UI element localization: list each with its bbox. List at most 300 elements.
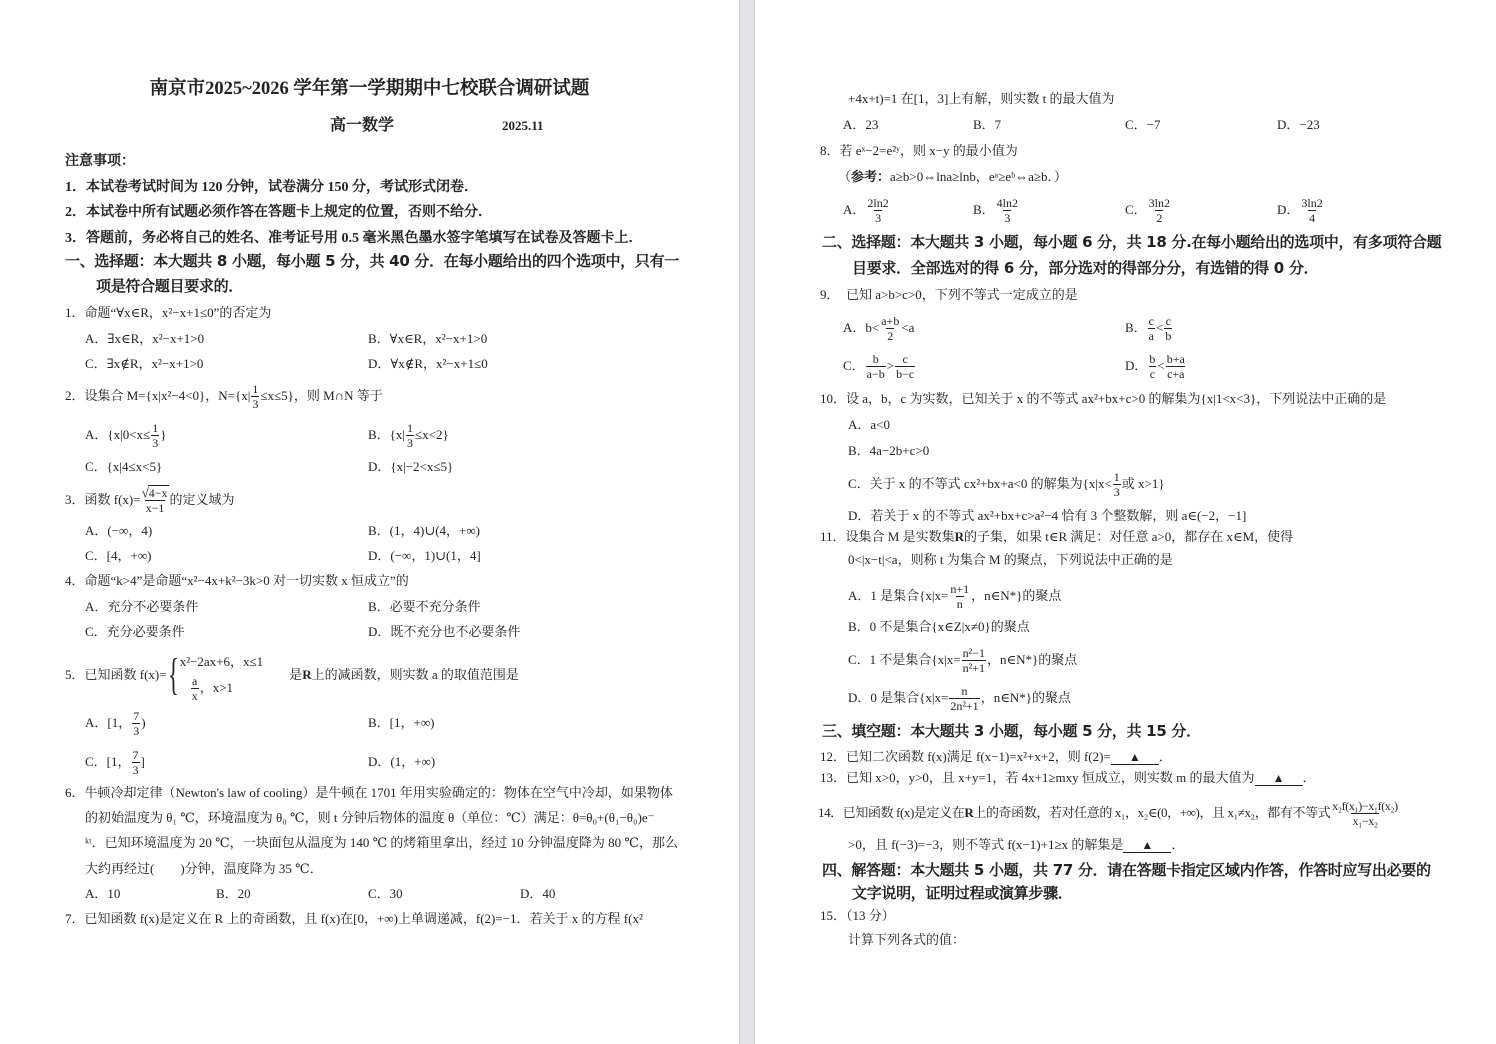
fraction-numerator: n²−1 [962, 645, 985, 660]
question-line [820, 906, 895, 926]
text-run: >0，且 f(−3)=−3，则不等式 f(x−1)+1≥x 的解集是 [848, 837, 1124, 852]
fraction-denominator: x₁−x₂ [1352, 813, 1378, 828]
answer-option [85, 521, 152, 541]
fraction-denominator: a [1148, 328, 1154, 343]
bold-text: 参考： [851, 169, 891, 184]
question-line [65, 909, 643, 929]
text-run: B．必要不充分条件 [368, 599, 481, 614]
answer-option [520, 884, 555, 904]
section-heading [822, 860, 1431, 880]
fraction-numerator: n [961, 683, 968, 698]
text-run: 3．答题前，务必将自己的姓名、准考证号用 0.5 毫米黑色墨水签字笔填写在试卷及答题卡上． [65, 231, 643, 246]
fraction [1331, 799, 1398, 828]
numerator-wrap [1331, 799, 1398, 813]
fraction-denominator: a−b [866, 366, 885, 381]
bold-text: R [964, 805, 974, 820]
question-line [820, 768, 1316, 788]
section-heading [822, 232, 1441, 252]
fraction-numerator: c [902, 351, 908, 366]
fraction [251, 382, 259, 411]
fraction [132, 709, 140, 738]
question-line-cont [848, 930, 965, 950]
fraction-denominator: 2n²+1 [950, 698, 979, 713]
fraction [132, 748, 140, 777]
answer-option [85, 747, 145, 777]
text-run: 6．牛顿冷却定律（Newton's law of cooling）是牛顿在 1701 年用实验确定的：物体在空气中冷却，如果物体 [65, 785, 673, 800]
text-run: B．∀x∈R，x²−x+1>0 [368, 331, 488, 346]
answer-option [973, 115, 1001, 135]
text-run: 大约再经过( )分钟，温度降为 35 ℃． [85, 861, 323, 876]
text-run: 的子集，如果 t∈R 满足：对任意 a>0，都存在 x∈M，使得 [963, 529, 1294, 544]
text-run: A．{x|0<x≤ [85, 427, 151, 442]
numerator-wrap [1148, 352, 1156, 366]
text-run: 上的减函数，则实数 a 的取值范围是 [311, 667, 519, 682]
text-run: B．4a−2b+c>0 [848, 443, 930, 458]
fraction-denominator: x [191, 688, 198, 703]
fraction-numerator: 3ln2 [1148, 195, 1171, 210]
exam-page-2 [755, 0, 1496, 1044]
answer-blank: ▲ [1111, 750, 1159, 765]
text-run: A． [843, 202, 866, 217]
answer-option [1125, 351, 1187, 381]
text-run: D．(−∞，1)∪(1，4] [368, 548, 481, 563]
fraction [949, 582, 970, 611]
fraction [996, 196, 1019, 225]
option-row [0, 884, 739, 904]
text-run: 目要求．全部选对的得 6 分，部分选对的得部分分，有选错的得 0 分． [852, 259, 1319, 277]
text-run: a≥b>0⇔lna≥lnb，eᵃ≥eᵇ⇔a≥b．） [890, 169, 1068, 184]
numerator-wrap [961, 684, 969, 698]
fraction [1113, 470, 1121, 499]
question-line-cont [848, 415, 890, 435]
text-run: < [1156, 320, 1164, 335]
text-run: D． [1277, 202, 1300, 217]
numerator-wrap [872, 352, 880, 366]
answer-option [368, 884, 403, 904]
fraction [1148, 196, 1171, 225]
fraction-numerator: x₂f(x₁)−x₁f(x₂) [1332, 798, 1398, 813]
text-run: B．20 [216, 886, 251, 901]
answer-option [85, 420, 167, 450]
text-run: B．[1，+∞) [368, 715, 435, 730]
answer-option [85, 597, 198, 617]
fraction-denominator: c [1149, 366, 1156, 381]
fraction-denominator: x−1 [145, 501, 165, 515]
text-run: A．1 是集合{x|x= [848, 588, 949, 603]
answer-option [85, 622, 185, 642]
text-run: <a [901, 320, 915, 335]
left-brace-icon: { [167, 650, 179, 699]
bold-text: R [302, 667, 312, 682]
text-run: 或 x>1} [1121, 476, 1165, 491]
option-row [755, 351, 1496, 381]
fraction-numerator: 3ln2 [1301, 195, 1323, 210]
fraction [1164, 314, 1172, 343]
option-row [755, 115, 1496, 135]
fraction-numerator: 7 [132, 747, 139, 762]
bold-text: R [954, 529, 964, 544]
text-run: 15．（13 分） [820, 908, 895, 923]
answer-option [1125, 313, 1173, 343]
fraction [1166, 352, 1186, 381]
fraction-numerator: a [192, 673, 198, 688]
text-run: D．40 [520, 886, 556, 901]
option-row [0, 747, 739, 777]
text-run: ． [1171, 837, 1185, 852]
answer-option [368, 622, 520, 642]
answer-option [85, 457, 162, 477]
fraction-denominator: c+a [1167, 366, 1185, 381]
section-heading-cont [96, 276, 243, 296]
text-run: ，n∈N*}的聚点 [971, 588, 1062, 603]
text-run: A．充分不必要条件 [85, 599, 199, 614]
answer-option [85, 354, 203, 374]
text-run: 2．本试卷中所有试题必须作答在答题卡上规定的位置，否则不给分． [65, 205, 492, 220]
answer-blank: ▲ [1123, 838, 1171, 853]
text-run: 13．已知 x>0，y>0，且 x+y=1，若 4x+1≥mxy 恒成立，则实数 m 的最大值为 [820, 770, 1255, 785]
option-row [0, 420, 739, 450]
text-run: B． [973, 202, 995, 217]
answer-option [973, 195, 1020, 225]
fraction [866, 352, 886, 381]
exam-date: 2025.11 [502, 118, 544, 133]
fraction [142, 485, 169, 515]
text-run: 12．已知二次函数 f(x)满足 f(x−1)=x²+x+2，则 f(2)= [820, 749, 1111, 764]
fraction-numerator: 2ln2 [867, 195, 889, 210]
fraction-numerator: a+b [881, 313, 900, 328]
option-row [0, 622, 739, 642]
question-line-cont [85, 859, 323, 879]
numerator-wrap [251, 382, 259, 396]
fraction [1148, 314, 1155, 343]
question-line [818, 798, 1400, 828]
text-run: 4．命题“k>4”是命题“x²−4x+k²−3k>0 对一切实数 x 恒成立”的 [65, 573, 409, 588]
text-run: 10．设 a，b，c 为实数，已知关于 x 的不等式 ax²+bx+c>0 的解集为{x|1<x<3}，下列说法中正确的是 [820, 391, 1387, 406]
square-root-icon: √ [141, 485, 149, 500]
question-line-cont [848, 89, 1114, 109]
answer-blank: ▲ [1255, 771, 1303, 786]
text-run: C． [1125, 202, 1147, 217]
text-run: 0<|x−t|<a，则称 t 为集合 M 的聚点，下列说法中正确的是 [848, 552, 1173, 567]
text-run: ≤x≤5}，则 M∩N 等于 [260, 388, 383, 403]
numerator-wrap [901, 352, 908, 366]
text-run: ᵏᵗ．已知环境温度为 20 ℃，一块面包从温度为 140 ℃ 的烤箱里拿出，经过 10 分钟温度降为 80 ℃，那么 [85, 835, 678, 850]
option-row [0, 329, 739, 349]
fraction-numerator: b+a [1166, 351, 1185, 366]
option-row [755, 195, 1496, 225]
text-run: ] [140, 754, 145, 769]
fraction-denominator: 3 [133, 723, 140, 738]
answer-option [85, 329, 204, 349]
text-run: A．(−∞，4) [85, 523, 153, 538]
answer-option [1125, 195, 1172, 225]
text-run: C．[4，+∞) [85, 548, 152, 563]
text-run: D． [1125, 358, 1148, 373]
piecewise-cases [179, 651, 264, 703]
numerator-wrap [1113, 470, 1121, 484]
text-run: 3．函数 f(x)= [65, 492, 141, 507]
text-run: C．1 不是集合{x|x= [848, 652, 961, 667]
option-row [0, 354, 739, 374]
option-row [0, 521, 739, 541]
text-run: 5．已知函数 f(x)= [65, 667, 167, 682]
answer-option [368, 457, 453, 477]
fraction [151, 421, 159, 450]
numerator-wrap [949, 582, 970, 596]
text-run: 14．已知函数 f(x)是定义在 [818, 805, 965, 820]
fraction-numerator: 7 [133, 708, 140, 723]
text-run: ) [141, 715, 146, 730]
fraction [1148, 352, 1156, 381]
text-run: 1．命题“∀x∈R，x²−x+1≤0”的否定为 [65, 305, 272, 320]
fraction-denominator: n [956, 596, 963, 611]
fraction-denominator: 2 [1156, 210, 1163, 225]
text-run: 2．设集合 M={x|x²−4<0}，N={x| [65, 388, 251, 403]
exam-page-1 [0, 0, 739, 1044]
text-run: D．0 是集合{x|x= [848, 690, 949, 705]
question-line-cont [848, 645, 1078, 675]
text-run: 11．设集合 M 是实数集 [820, 529, 955, 544]
option-row [0, 457, 739, 477]
question-line [820, 285, 1078, 305]
exam-title [0, 79, 739, 99]
answer-option [368, 521, 480, 541]
fraction-numerator: c [1165, 313, 1171, 328]
piecewise-case [180, 673, 263, 703]
question-line [820, 747, 1172, 767]
numerator-wrap [132, 709, 140, 723]
numerator-wrap [1148, 196, 1171, 210]
answer-option [843, 313, 915, 343]
fraction-denominator: 3 [252, 396, 259, 411]
answer-option [1277, 115, 1320, 135]
fraction-numerator: b [1149, 351, 1156, 366]
fraction [949, 684, 979, 713]
fraction-numerator: 1 [152, 420, 159, 435]
answer-option [843, 351, 916, 381]
text-run: B．{x| [368, 427, 406, 442]
answer-option [368, 329, 487, 349]
option-row [0, 708, 739, 738]
text-run: 一、选择题：本大题共 8 小题，每小题 5 分，共 40 分．在每小题给出的四个选项中，只有一 [65, 252, 679, 270]
fraction [406, 421, 414, 450]
text-run: D．若关于 x 的不等式 ax²+bx+c>a²−4 恰有 3 个整数解，则 a∈(−2，−1] [848, 508, 1247, 523]
text-run: < [1157, 358, 1165, 373]
text-run: C．{x|4≤x<5} [85, 459, 163, 474]
text-run: B． [1125, 320, 1147, 335]
fraction-denominator: 3 [875, 210, 882, 225]
fraction-denominator: b [1165, 328, 1172, 343]
text-run: 南京市2025~2026 学年第一学期期中七校联合调研试题 [149, 79, 590, 99]
text-run: A．23 [843, 117, 879, 132]
fraction [962, 646, 986, 675]
fraction-numerator: n+1 [950, 581, 970, 596]
text-run: D．∀x∉R，x²−x+1≤0 [368, 356, 488, 371]
question-line-cont [848, 441, 929, 461]
numerator-wrap [406, 421, 414, 435]
answer-option [368, 546, 481, 566]
answer-option [368, 752, 435, 772]
question-line-cont [848, 550, 1173, 570]
numerator-wrap [866, 196, 889, 210]
answer-option [1125, 115, 1161, 135]
exam-subtitle [330, 116, 544, 136]
fraction-numerator: c [1148, 313, 1154, 328]
text-run: 四、解答题：本大题共 5 小题，共 77 分．请在答题卡指定区域内作答，作答时应写出必要的 [822, 861, 1431, 879]
piecewise-case [180, 651, 263, 673]
text-run: A．[1， [85, 715, 132, 730]
text-run: C．[1， [85, 754, 131, 769]
question-line [65, 650, 519, 703]
text-run: 二、选择题：本大题共 3 小题，每小题 6 分，共 18 分.在每小题给出的选项中，有多项符合题 [822, 233, 1442, 251]
answer-option [216, 884, 251, 904]
numerator-wrap [132, 748, 140, 762]
text-run: 计算下列各式的值： [848, 932, 966, 947]
notice-line [65, 229, 643, 249]
fraction-denominator: 3 [132, 762, 139, 777]
text-run: 是 [263, 667, 303, 682]
section-heading-cont [852, 883, 1073, 903]
text-run: A．∃x∈R，x²−x+1>0 [85, 331, 205, 346]
question-line [65, 381, 383, 411]
question-line-cont [85, 808, 655, 828]
numerator-wrap [1148, 314, 1155, 328]
numerator-wrap [151, 421, 159, 435]
question-line [820, 527, 1293, 547]
text-run: 上的奇函数，若对任意的 x₁，x₂∈(0，+∞)，且 x₁≠x₂，都有不等式 [973, 805, 1331, 820]
answer-option [368, 420, 449, 450]
section-heading [65, 251, 679, 271]
section-heading [822, 721, 1201, 741]
numerator-wrap [880, 314, 900, 328]
text-run: D．既不充分也不必要条件 [368, 624, 521, 639]
fraction [866, 196, 889, 225]
numerator-wrap [962, 646, 986, 660]
answer-option [368, 354, 488, 374]
question-line-cont [848, 506, 1246, 526]
text-run: D．−23 [1277, 117, 1320, 132]
option-row [755, 313, 1496, 343]
fraction [191, 674, 199, 703]
answer-option [85, 884, 120, 904]
text-run: D．{x|−2<x≤5} [368, 459, 454, 474]
text-run: B．(1，4)∪(4，+∞) [368, 523, 480, 538]
text-run: 注意事项： [65, 154, 135, 169]
text-run: （ [838, 169, 852, 184]
question-line-cont [848, 581, 1062, 611]
answer-option [85, 546, 151, 566]
numerator-wrap [142, 485, 169, 500]
fraction-denominator: 3 [152, 435, 159, 450]
text-run: 文字说明，证明过程或演算步骤． [852, 884, 1073, 902]
question-line-cont [848, 683, 1071, 713]
text-run: 1．本试卷考试时间为 120 分钟，试卷满分 150 分，考试形式闭卷． [65, 180, 478, 195]
numerator-wrap [1166, 352, 1186, 366]
option-row [0, 546, 739, 566]
text-run: A．b< [843, 320, 880, 335]
fraction-numerator: b [872, 351, 879, 366]
text-run: A．10 [85, 886, 121, 901]
text-run: B．7 [973, 117, 1002, 132]
text-run: C． [843, 358, 865, 373]
fraction-numerator: 4ln2 [996, 195, 1019, 210]
fraction-numerator: 1 [1113, 469, 1120, 484]
answer-option [843, 195, 891, 225]
fraction-denominator: 3 [1004, 210, 1011, 225]
numerator-wrap [191, 674, 198, 688]
text-run: +4x+t)=1 在[1，3]上有解，则实数 t 的最大值为 [848, 91, 1115, 106]
question-line-cont [848, 835, 1184, 855]
option-row [0, 597, 739, 617]
text-run: C．−7 [1125, 117, 1161, 132]
reference-note [838, 167, 1067, 187]
answer-option [368, 713, 434, 733]
text-run: A．a<0 [848, 417, 890, 432]
text-run: C．关于 x 的不等式 cx²+bx+a<0 的解集为{x|x< [848, 476, 1112, 491]
piecewise-function [167, 650, 264, 703]
fraction-numerator: 1 [252, 381, 259, 396]
answer-option [1277, 195, 1325, 225]
question-line-cont [848, 617, 1030, 637]
text-run: ． [1158, 749, 1172, 764]
question-line [65, 571, 409, 591]
text-run: 7．已知函数 f(x)是定义在 R 上的奇函数，且 f(x)在[0，+∞)上单调递减，f(2)=−1．若关于 x 的方程 f(x² [65, 911, 643, 926]
text-run: B．0 不是集合{x∈Z|x≠0}的聚点 [848, 619, 1030, 634]
answer-option [368, 597, 481, 617]
notice-line [65, 152, 135, 172]
text-run: ． [1302, 770, 1316, 785]
text-run: D．(1，+∞) [368, 754, 436, 769]
text-run: C．∃x∉R，x²−x+1>0 [85, 356, 204, 371]
section-heading-cont [852, 258, 1318, 278]
fraction [1300, 196, 1323, 225]
fraction-numerator: 4−x [148, 486, 168, 500]
numerator-wrap [996, 196, 1019, 210]
text-run: > [886, 358, 895, 373]
fraction-denominator: b−c [896, 366, 915, 381]
text-run: x²−2ax+6，x≤1 [179, 654, 264, 669]
question-line [65, 783, 673, 803]
text-run: } [160, 427, 167, 442]
question-line [65, 485, 235, 515]
text-run: ，x>1 [199, 680, 234, 695]
fraction-denominator: 3 [407, 435, 414, 450]
text-run: C．30 [368, 886, 403, 901]
question-line [820, 141, 1018, 161]
fraction [895, 352, 915, 381]
text-run: C．充分必要条件 [85, 624, 185, 639]
text-run: 项是符合题目要求的． [96, 277, 244, 295]
text-run: ，n∈N*}的聚点 [986, 652, 1078, 667]
text-run: 高一数学 [330, 117, 395, 134]
numerator-wrap [1165, 314, 1172, 328]
fraction-denominator: n²+1 [962, 660, 985, 675]
text-run: ，n∈N*}的聚点 [980, 690, 1071, 705]
fraction-denominator: 2 [887, 328, 894, 343]
fraction-denominator: 3 [1113, 484, 1120, 499]
page-divider [739, 0, 755, 1044]
answer-option [85, 708, 146, 738]
fraction [880, 314, 900, 343]
text-run: 9． 已知 a>b>c>0，下列不等式一定成立的是 [820, 287, 1078, 302]
text-run: 8．若 eˣ−2=e²ʸ，则 x−y 的最小值为 [820, 143, 1018, 158]
question-line [820, 389, 1386, 409]
fraction-numerator: 1 [407, 420, 414, 435]
question-line [65, 303, 271, 323]
text-run: 的初始温度为 θ₁ ℃，环境温度为 θ₀ ℃，则 t 分钟后物体的温度 θ（单位：℃）满足：θ=θ₀+(θ₁−θ₀)e⁻ [85, 810, 655, 825]
text-run: ≤x<2} [415, 427, 449, 442]
answer-option [843, 115, 878, 135]
